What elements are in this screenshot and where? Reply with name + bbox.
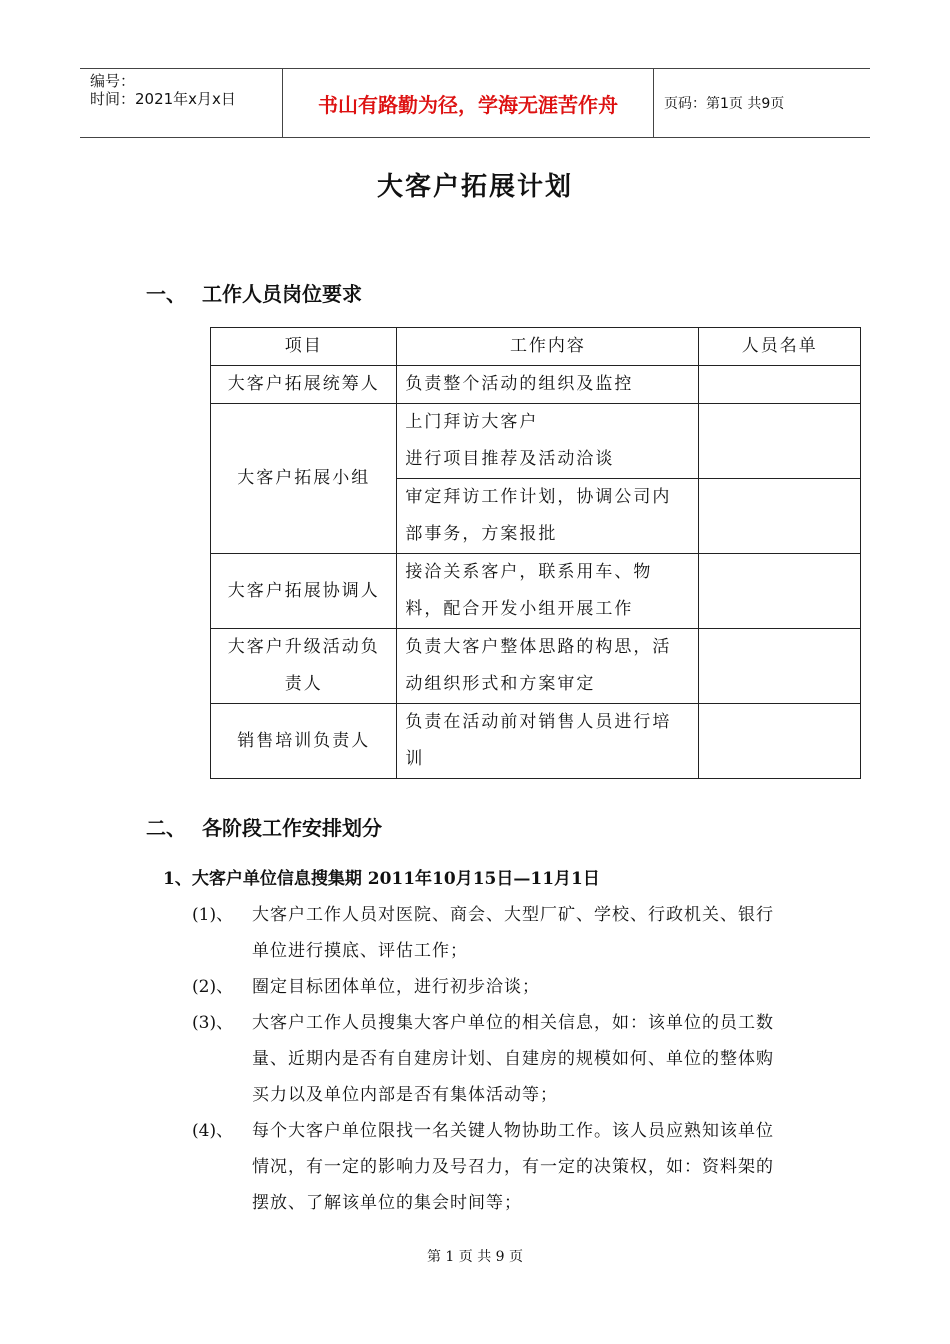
table-cell-staff bbox=[699, 404, 861, 479]
table-cell-content bbox=[397, 704, 699, 779]
table-cell-content bbox=[397, 629, 699, 704]
table-cell-staff bbox=[699, 554, 861, 629]
table-cell-content bbox=[397, 479, 699, 554]
subsection-heading: 1、大客户单位信息搜集期 2011年10月15日—11月1日 bbox=[163, 869, 600, 889]
table-cell-content: 负责整个活动的组织及监控 bbox=[397, 366, 699, 404]
table-row bbox=[211, 554, 861, 629]
section-number: 一、 bbox=[146, 282, 186, 306]
section-heading-2 bbox=[146, 812, 382, 841]
table-cell-role: 大客户拓展协调人 bbox=[211, 554, 397, 629]
number-label: 编号： bbox=[90, 72, 136, 90]
table-header: 项目 bbox=[211, 328, 397, 366]
table-header-row bbox=[211, 328, 861, 366]
content-line: 负责大客户整体思路的构思，活 bbox=[405, 637, 672, 657]
item-text bbox=[252, 897, 812, 969]
content-line: 审定拜访工作计划，协调公司内 bbox=[405, 487, 672, 507]
item-number: (3)、 bbox=[192, 1013, 234, 1033]
item-line: 摆放、了解该单位的集会时间等； bbox=[252, 1193, 522, 1213]
header-motto: 书山有路勤为径，学海无涯苦作舟 bbox=[282, 69, 654, 137]
table-cell-role: 销售培训负责人 bbox=[211, 704, 397, 779]
item-line: 圈定目标团体单位，进行初步洽谈； bbox=[252, 977, 540, 997]
section-title: 工作人员岗位要求 bbox=[202, 282, 362, 306]
content-line: 动组织形式和方案审定 bbox=[405, 674, 596, 694]
content-line: 进行项目推荐及活动洽谈 bbox=[405, 449, 615, 469]
table-row bbox=[211, 404, 861, 479]
list-item bbox=[192, 969, 812, 1005]
item-list bbox=[192, 897, 812, 1221]
table-row bbox=[211, 704, 861, 779]
item-line: 单位进行摸底、评估工作； bbox=[252, 941, 468, 961]
table-cell-role: 大客户拓展小组 bbox=[211, 404, 397, 554]
page-footer: 第 1 页 共 9 页 bbox=[426, 1249, 524, 1265]
document-header bbox=[80, 68, 870, 138]
content-line: 训 bbox=[405, 749, 425, 769]
header-meta bbox=[80, 69, 280, 137]
table-cell-staff bbox=[699, 704, 861, 779]
table-cell-content bbox=[397, 554, 699, 629]
table-header: 人员名单 bbox=[699, 328, 861, 366]
list-item bbox=[192, 897, 812, 969]
content-line: 部事务，方案报批 bbox=[405, 524, 558, 544]
document-title: 大客户拓展计划 bbox=[376, 172, 573, 202]
content-line: 料，配合开发小组开展工作 bbox=[405, 599, 634, 619]
content-line: 负责在活动前对销售人员进行培 bbox=[405, 712, 672, 732]
item-line: 买力以及单位内部是否有集体活动等； bbox=[252, 1085, 558, 1105]
table-cell-staff bbox=[699, 479, 861, 554]
table-cell-staff bbox=[699, 366, 861, 404]
item-number: (1)、 bbox=[192, 905, 234, 925]
item-number: (4)、 bbox=[192, 1121, 234, 1141]
table-row bbox=[211, 366, 861, 404]
table-row bbox=[211, 629, 861, 704]
content-line: 上门拜访大客户 bbox=[405, 412, 539, 432]
header-page-info: 页码：第1页 共9页 bbox=[664, 96, 785, 112]
list-item bbox=[192, 1113, 812, 1221]
item-line: 情况，有一定的影响力及号召力，有一定的决策权，如：资料架的 bbox=[252, 1157, 774, 1177]
table-cell-content bbox=[397, 404, 699, 479]
table-header: 工作内容 bbox=[397, 328, 699, 366]
content-line: 接洽关系客户，联系用车、物 bbox=[405, 562, 653, 582]
table-cell-role: 大客户拓展统筹人 bbox=[211, 366, 397, 404]
item-text bbox=[252, 1113, 812, 1221]
role-line: 大客户升级活动负 bbox=[227, 637, 380, 657]
role-line: 责人 bbox=[284, 674, 323, 694]
table-cell-staff bbox=[699, 629, 861, 704]
item-line: 每个大客户单位限找一名关键人物协助工作。该人员应熟知该单位 bbox=[252, 1121, 774, 1141]
section-title: 各阶段工作安排划分 bbox=[202, 816, 382, 840]
item-text bbox=[252, 969, 812, 1005]
section-heading-1 bbox=[146, 278, 362, 307]
roles-table bbox=[210, 327, 861, 779]
item-number: (2)、 bbox=[192, 977, 234, 997]
item-text bbox=[252, 1005, 812, 1113]
section-number: 二、 bbox=[146, 816, 186, 840]
item-line: 大客户工作人员搜集大客户单位的相关信息，如：该单位的员工数 bbox=[252, 1013, 774, 1033]
time-label: 时间：2021年x月x日 bbox=[90, 90, 236, 108]
item-line: 量、近期内是否有自建房计划、自建房的规模如何、单位的整体购 bbox=[252, 1049, 774, 1069]
list-item bbox=[192, 1005, 812, 1113]
item-line: 大客户工作人员对医院、商会、大型厂矿、学校、行政机关、银行 bbox=[252, 905, 774, 925]
table-cell-role bbox=[211, 629, 397, 704]
